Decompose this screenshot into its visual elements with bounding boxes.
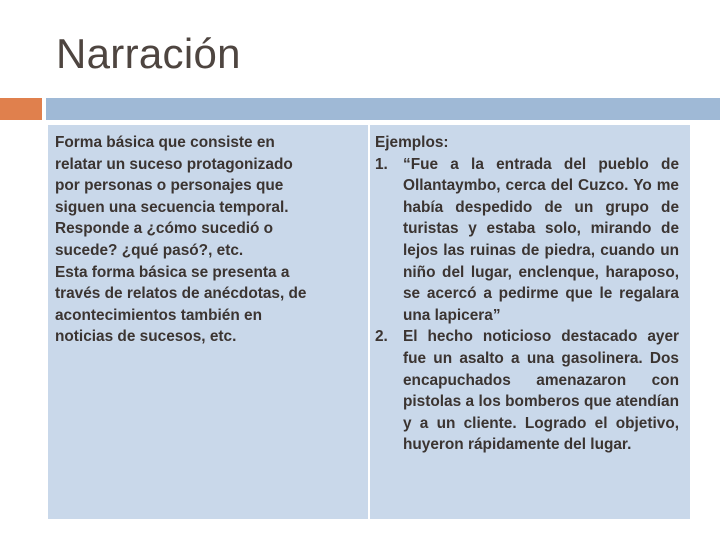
definition-panel bbox=[48, 125, 368, 519]
definition-text: Forma básica que consiste en relatar un suceso protagonizado por personas o personajes que siguen una secuencia temporal. Responde a ¿cómo sucedió o sucede? ¿qué pasó?, etc. Esta forma básica se presenta a través de relatos de anécdotas, de acontecimientos también en noticias de sucesos, etc. bbox=[55, 134, 307, 346]
title-underline-bar bbox=[46, 98, 720, 120]
slide-title: Narración bbox=[56, 30, 241, 77]
examples-list bbox=[375, 154, 679, 456]
example-item bbox=[375, 326, 679, 456]
example-number: 1. bbox=[375, 155, 388, 173]
example-item bbox=[375, 154, 679, 327]
example-number: 2. bbox=[375, 328, 388, 346]
examples-heading: Ejemplos: bbox=[375, 134, 449, 151]
example-text: El hecho noticioso destacado ayer fue un asalto a una gasolinera. Dos encapuchados amenazaron con pistolas a los bomberos que atendían y a un cliente. Logrado el objetivo, huyeron rápidamente del lugar. bbox=[403, 328, 679, 454]
example-text: “Fue a la entrada del pueblo de Ollantaymbo, cerca del Cuzco. Yo me había despedido de un grupo de turistas y estaba solo, mirando de lejos las ruinas de piedra, cuando un niño del lugar, enclenque, haraposo, se acercó a pedirme que le regalara una lapicera” bbox=[403, 155, 679, 324]
examples-panel bbox=[370, 125, 690, 519]
accent-bar bbox=[0, 98, 42, 120]
